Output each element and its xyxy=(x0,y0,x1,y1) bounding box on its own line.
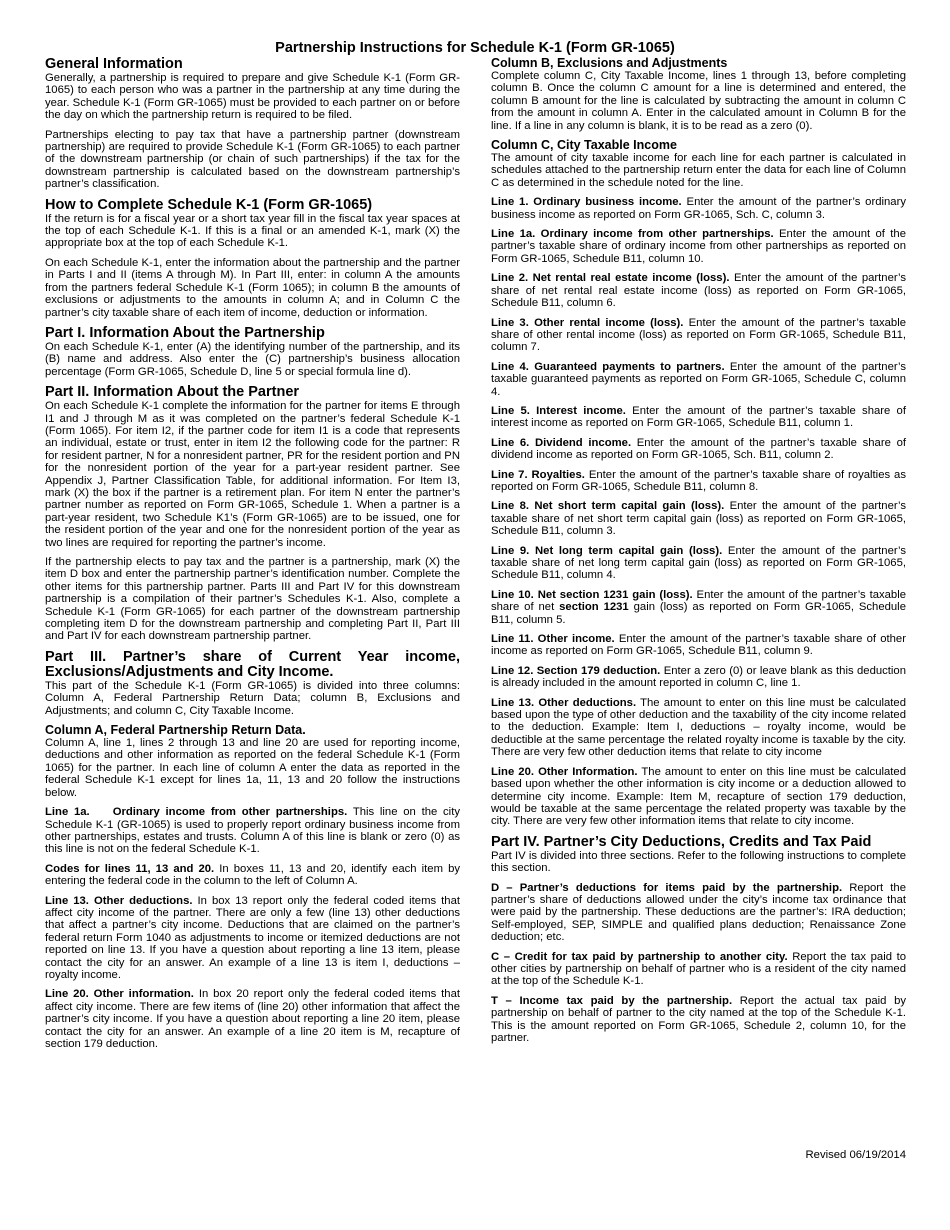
part-2-paragraph-2: If the partnership elects to pay tax and the partner is a partnership, mark (X) the item D box and enter the partnership partner’s identification number. Complete the other items for this partnership partner. Parts III and Part IV for this downstream partnership is a compilation of their partner’s Schedules K-1. Also, complete a Schedule K-1 (Form GR-1065) for each partner of the downstream partnership completing item D for the downstream partnership and completing Part II, Part III and Part IV for each downstream partnership partner. xyxy=(45,556,460,643)
line-label: Line 11. Other income. xyxy=(491,633,615,646)
line-10-text-a: Enter the amount of the partner’s taxable share of net xyxy=(491,588,906,614)
line-1a-paragraph xyxy=(45,806,460,856)
column-b-paragraph: Complete column C, City Taxable Income, lines 1 through 13, before completing column B. Once the column C amount for a line is determined and entered, the column B amount for the line is calculated by subtracting the amount in column C from the amount in column A. Enter in the calculated amount in Column B for the line. If a line in any column is blank, it is to be read as a zero (0). xyxy=(491,70,906,132)
line-1a-label: Line 1a. Ordinary income from other partnerships. xyxy=(45,806,348,819)
part-4-section xyxy=(491,951,906,988)
document-title: Partnership Instructions for Schedule K-1 (Form GR-1065) xyxy=(275,40,675,56)
part-3-heading: Part III. Partner’s share of Current Year income, Exclusions/Adjustments and City Income. xyxy=(45,648,460,680)
how-to-complete-heading: How to Complete Schedule K-1 (Form GR-1065) xyxy=(45,196,373,213)
line-label: Line 9. Net long term capital gain (loss). xyxy=(491,544,723,557)
line-text: Enter the amount of the partner’s taxable share of ordinary income from other partnerships as reported on Form GR-1065, Schedule B11, column 10. xyxy=(491,228,906,265)
line-label: Line 20. Other Information. xyxy=(491,765,638,778)
left-column xyxy=(45,57,460,1057)
line-instruction xyxy=(491,196,906,221)
line-instruction xyxy=(491,405,906,430)
line-text: The amount to enter on this line must be calculated based upon the type of other deduction and the taxability of the city income related to the deduction. Example: Item I, deductions – royalty income, would be deductible at the same percentage the related royalty income is taxable by the city. There are very few other deduction items that relate to city income xyxy=(491,696,906,759)
general-information-heading: General Information xyxy=(45,56,183,72)
line-13-label: Line 13. Other deductions. xyxy=(45,894,193,907)
column-a-heading: Column A, Federal Partnership Return Data. xyxy=(45,723,306,738)
line-label: Line 3. Other rental income (loss). xyxy=(491,316,684,329)
part-4-section xyxy=(491,882,906,944)
line-10-bold: section 1231 xyxy=(559,601,629,614)
line-label: Line 6. Dividend income. xyxy=(491,436,632,449)
revision-date: Revised 06/19/2014 xyxy=(805,1149,906,1161)
column-c-heading: Column C, City Taxable Income xyxy=(491,138,677,153)
codes-paragraph xyxy=(45,863,460,888)
column-a-paragraph: Column A, line 1, lines 2 through 13 and line 20 are used for reporting income, deductions and other information as reported on the federal Schedule K-1 (Form 1065) for the partner. In each line of column A enter the data as reported in the federal Schedule K-1 except for lines 1a, 11, 13 and 20 follow the instructions below. xyxy=(45,737,460,799)
how-to-paragraph-1: If the return is for a fiscal year or a short tax year fill in the fiscal tax year spaces at the top of each Schedule K-1. If this is a final or an amended K-1, mark (X) the appropriate box at the top of each Schedule K-1. xyxy=(45,212,460,250)
general-paragraph-2: Partnerships electing to pay tax that have a partnership partner (downstream partnership) are required to provide Schedule K-1 (Form GR-1065) to each partner of the downstream partnership (or chain of such partnerships) if the tax for the downstream partnership is calculated based on the downstream partnership’s partner’s classification. xyxy=(45,128,460,191)
section-text: Report the partner’s share of deductions allowed under the city’s income tax ordinance that were paid by the partnership. These deductions are the partner’s: IRA deduction; Self-employed, SEP, SIMPLE and qualified plans deduction; Renaissance Zone deduction; etc. xyxy=(491,881,906,944)
line-instruction xyxy=(491,545,906,582)
line-10-instruction xyxy=(491,589,906,626)
part-1-paragraph: On each Schedule K-1, enter (A) the identifying number of the partnership, and its (B) name and address. Also enter the (C) partnership’s business allocation percentage (Form GR-1065, Schedule D, line 5 or special formula line d). xyxy=(45,340,460,378)
line-label: Line 1. Ordinary business income. xyxy=(491,196,682,209)
line-label: Line 8. Net short term capital gain (loss). xyxy=(491,500,725,513)
section-label: D – Partner’s deductions for items paid by the partnership. xyxy=(491,881,843,894)
line-text: Enter the amount of the partner’s taxable guaranteed payments as reported on Form GR-1065, Schedule C, column 4. xyxy=(491,360,906,398)
general-paragraph-1: Generally, a partnership is required to prepare and give Schedule K-1 (Form GR-1065) to each person who was a partner in the partnership at any time during the year. Schedule K-1 (Form GR-1065) must be provided to each partner on or before the day on which the partnership return is required to be filed. xyxy=(45,72,460,122)
line-label: Line 1a. Ordinary income from other partnerships. xyxy=(491,228,774,241)
line-instruction xyxy=(491,317,906,354)
line-text: Enter the amount of the partner’s taxable share of net short term capital gain (loss) as reported on Form GR-1065, Schedule B11, column 3. xyxy=(491,500,907,538)
part-1-heading: Part I. Information About the Partnership xyxy=(45,324,325,341)
part-2-heading: Part II. Information About the Partner xyxy=(45,384,300,401)
line-instruction xyxy=(491,500,906,537)
section-text: Report the actual tax paid by partnership on behalf of partner to the city named at the top of the Schedule K-1. This is the amount reported on Form GR-1065, Schedule 2, column 10, for the partner. xyxy=(491,994,906,1044)
line-text: Enter the amount of the partner’s taxable share of other income as reported on Form GR-1065, Schedule B11, column 9. xyxy=(491,633,906,658)
line-label: Line 5. Interest income. xyxy=(491,404,626,417)
line-label: Line 13. Other deductions. xyxy=(491,696,637,709)
part-4-paragraph: Part IV is divided into three sections. Refer to the following instructions to complete this section. xyxy=(491,849,906,875)
line-13-text: In box 13 report only the federal coded items that affect city income of the partner. There are only a few (line 13) other deductions that affect a partner’s city income. Deductions that are claimed on the partner’s federal return Form 1040 as adjustments to income or itemized deductions are not reported on line 13. If you have a question about reporting a line 13 item, please contact the city for an answer. An example of a line 13 is item I, deductions – royalty income. xyxy=(45,894,460,981)
line-instruction xyxy=(491,633,906,658)
line-text: Enter the amount of the partner’s taxable share of other rental income (loss) as reported on Form GR-1065, Schedule B11, column 7. xyxy=(491,316,907,354)
part-2-paragraph-1: On each Schedule K-1 complete the information for the partner for items E through I1 and J through M as it was completed on the partner’s federal Schedule K-1 (Form 1065). For item I2, if the partner code for item I1 is a code that represents an individual, estate or trust, enter in item I2 the following code for the partner: R for resident partner, N for a nonresident partner, PR for the resident portion and PN for the nonresident portion of the year for a part-year resident partner. See Appendix J, Partner Classification Table, for additional information. For Item I3, mark (X) the box if the partner is a retirement plan. For item N enter the partner’s partner number as reported on Form GR-1065, Schedule 1. When a partner is a part-year resident, two Schedule K1’s (Form GR-1065) are to be issued, one for the resident portion of the year and one for the nonresident portion of the year as two lines are required for reporting the partner’s income. xyxy=(45,400,460,549)
line-text: Enter the amount of the partner’s taxable share of interest income as reported on Form GR-1065, Schedule B11, column 1. xyxy=(491,404,906,430)
line-instruction xyxy=(491,228,906,265)
line-instruction xyxy=(491,272,906,309)
section-text: Report the tax paid to other cities by partnership on behalf of partner who is a resident of the city named at the top of the Schedule K-1. xyxy=(491,950,907,988)
section-label: C – Credit for tax paid by partnership to another city. xyxy=(491,950,788,963)
codes-text: In boxes 11, 13 and 20, identify each item by entering the federal code in the column to the left of Column A. xyxy=(45,862,460,888)
codes-label: Codes for lines 11, 13 and 20. xyxy=(45,862,215,875)
part-4-heading: Part IV. Partner’s City Deductions, Credits and Tax Paid xyxy=(491,833,872,850)
how-to-paragraph-2: On each Schedule K-1, enter the information about the partnership and the partner in Parts I and II (items A through M). In Part III, enter: in column A the amounts from the partners federal Schedule K-1 (Form 1065); in column B the amounts of exclusions or adjustments to the amounts in column A; and in Column C the partner’s city taxable share of each item of income, deduction or information. xyxy=(45,256,460,319)
column-b-heading: Column B, Exclusions and Adjustments xyxy=(491,56,728,70)
line-text: Enter the amount of the partner’s ordinary business income as reported on Form GR-1065, Sch. C, column 3. xyxy=(491,196,906,221)
column-c-paragraph: The amount of city taxable income for each line for each partner is calculated in schedules attached to the partnership return enter the data for each line of Column C as determined in the schedule noted for the line. xyxy=(491,152,906,189)
line-text: Enter the amount of the partner’s taxable share of dividend income as reported on Form GR-1065, Sch. B11, column 2. xyxy=(491,436,906,462)
line-10-text-b: gain (loss) as reported on Form GR-1065, Schedule B11, column 5. xyxy=(491,601,906,626)
line-text: Enter the amount of the partner’s taxable share of net long term capital gain (loss) as reported on Form GR-1065, Schedule B11, column 4. xyxy=(491,544,907,582)
line-20-text: In box 20 report only the federal coded items that affect city income. There are few items of (line 20) other information that affect the partner’s city income. If you have a question about reporting a line 20 item, please contact the city for an answer. An example of a line 20 item is M, recapture of section 179 deduction. xyxy=(45,988,460,1050)
part-4-section xyxy=(491,995,906,1045)
line-label: Line 12. Section 179 deduction. xyxy=(491,664,661,677)
right-column xyxy=(491,57,906,1051)
line-instruction xyxy=(491,437,906,462)
line-label: Line 7. Royalties. xyxy=(491,468,585,481)
line-1a-text: This line on the city Schedule K-1 (GR-1065) is used to properly report ordinary business income from other partnerships, estates and trusts. Column A of this line is blank or zero (0) as this line is not on the federal Schedule K-1. xyxy=(45,806,460,856)
line-instruction xyxy=(491,469,906,494)
line-13-paragraph xyxy=(45,895,460,982)
line-label: Line 2. Net rental real estate income (loss). xyxy=(491,272,730,285)
line-text: Enter the amount of the partner’s share of net rental real estate income (loss) as reported on Form GR-1065, Schedule B11, column 6. xyxy=(491,272,906,310)
line-20-paragraph xyxy=(45,988,460,1050)
line-instruction xyxy=(491,766,906,828)
line-text: The amount to enter on this line must be calculated based upon whether the other information is city income or a deduction allowed to determine city income. Example: Item M, recapture of section 179 deduction, would be taxable at the same percentage the related property was taxable by the city. There are very few other information items that relate to city income. xyxy=(491,765,906,828)
section-label: T – Income tax paid by the partnership. xyxy=(491,994,733,1007)
line-instruction xyxy=(491,697,906,759)
line-label: Line 4. Guaranteed payments to partners. xyxy=(491,360,725,373)
line-text: Enter the amount of the partner’s taxable share of royalties as reported on Form GR-1065, Schedule B11, column 8. xyxy=(491,468,906,493)
part-3-paragraph: This part of the Schedule K-1 (Form GR-1065) is divided into three columns: Column A, Federal Partnership Return Data; column B, Exclusions and Adjustments; and column C, City Taxable Income. xyxy=(45,679,460,717)
line-20-label: Line 20. Other information. xyxy=(45,988,194,1001)
line-instruction xyxy=(491,665,906,690)
line-text: Enter a zero (0) or leave blank as this deduction is already included in the amount reported in column C, line 1. xyxy=(491,664,906,690)
line-instruction xyxy=(491,361,906,398)
line-10-label: Line 10. Net section 1231 gain (loss). xyxy=(491,588,693,601)
